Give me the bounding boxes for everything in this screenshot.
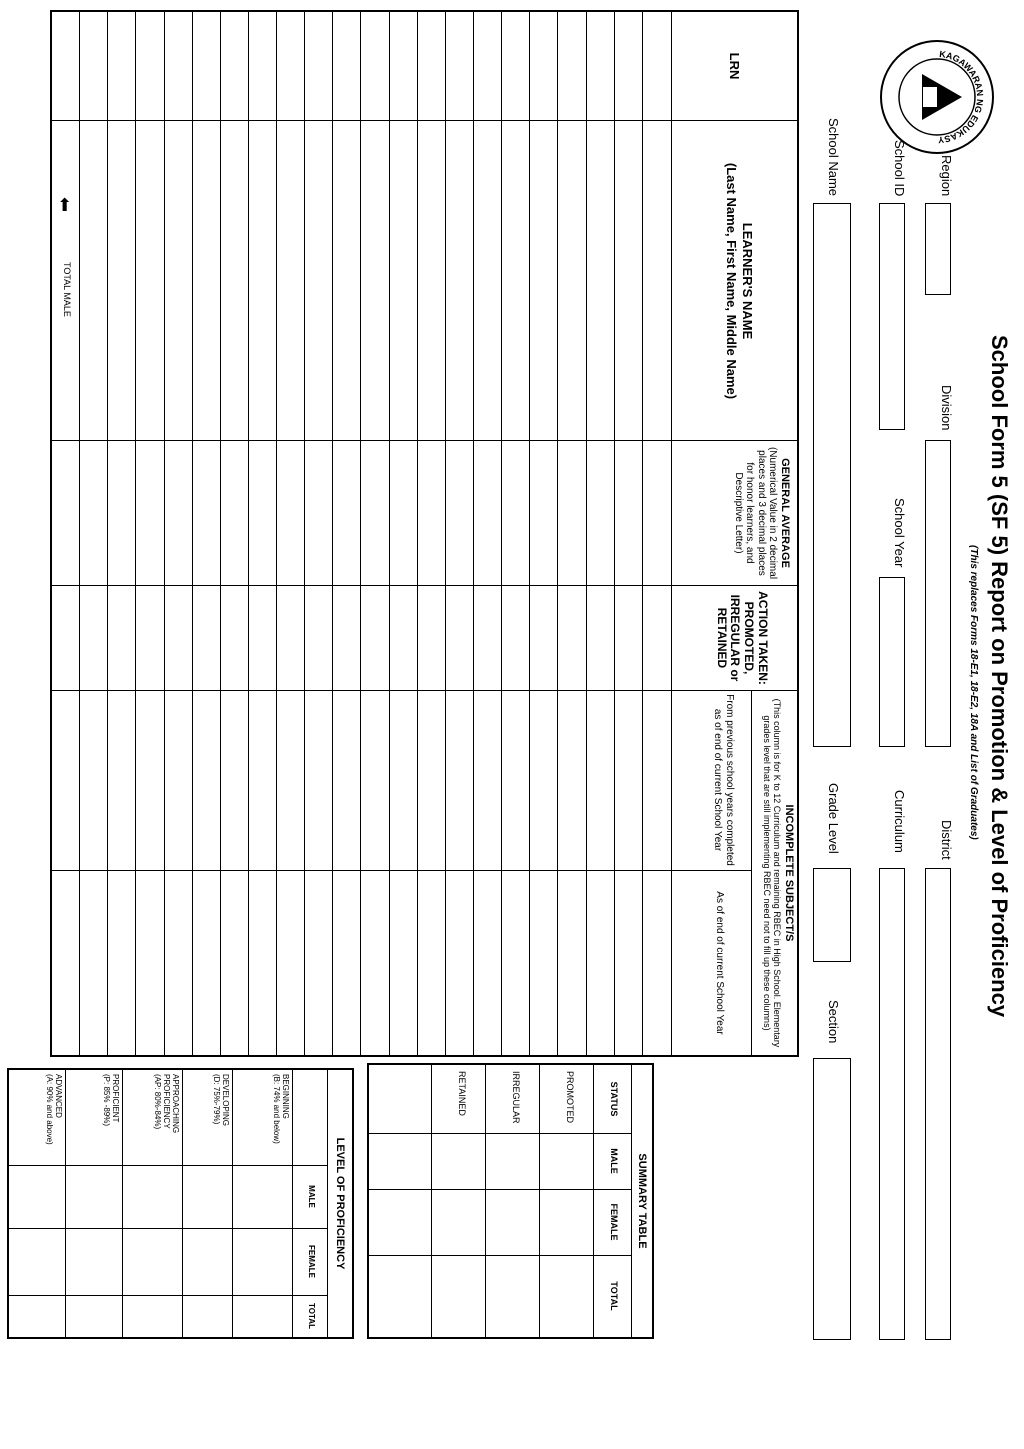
summary-row-line (631, 1065, 632, 1337)
region-field[interactable] (925, 203, 951, 295)
summary-header-cell: FEMALE (609, 1203, 619, 1241)
col-name-header (724, 122, 755, 440)
learners-table (50, 10, 799, 1057)
table-row-line (501, 12, 502, 1055)
proficiency-level-name: APPROACHING PROFICIENCY (162, 1074, 180, 1134)
school-id-field[interactable] (879, 203, 905, 430)
curriculum-field[interactable] (879, 868, 905, 1340)
table-row-line (389, 12, 390, 1055)
col-avg-note: (Numerical Value in 2 decimal places and 3 decimal places for honor learners, and Descriptive Letter) (732, 446, 779, 580)
proficiency-level-cell (44, 1074, 62, 1162)
summary-table (367, 1063, 654, 1339)
col-incomplete-prev-header: From previous school years completed as of end of current School Year (712, 694, 735, 866)
proficiency-title: LEVEL OF PROFICIENCY (334, 1137, 346, 1270)
table-row-line (164, 12, 165, 1055)
summary-row-line (368, 1065, 369, 1337)
summary-col-line (369, 1133, 632, 1134)
proficiency-row-line (327, 1070, 328, 1337)
division-field[interactable] (925, 440, 951, 747)
division-label: Division (939, 385, 954, 431)
summary-header-cell: STATUS (609, 1081, 619, 1117)
summary-header-cell: TOTAL (609, 1281, 619, 1311)
table-row-line (276, 12, 277, 1055)
table-row-line (220, 12, 221, 1055)
form-subtitle: (This replaces Forms 18-E1, 18-E2, 18A and List of Graduates) (968, 545, 979, 840)
proficiency-level-range: (B: 74% and below) (272, 1074, 282, 1144)
section-field[interactable] (813, 1058, 851, 1340)
table-row-line (332, 12, 333, 1055)
table-row-line (107, 12, 108, 1055)
col-action-header: ACTION TAKEN: PROMOTED, IRREGULAR or RETAINED (714, 591, 770, 685)
col-incomplete-title: INCOMPLETE SUBJECT/S (783, 804, 795, 942)
table-row-line (445, 12, 446, 1055)
table-row-line (642, 12, 643, 1055)
proficiency-level-name: DEVELOPING (221, 1074, 230, 1127)
proficiency-row-line (8, 1070, 9, 1337)
proficiency-row-line (182, 1070, 183, 1337)
learner-rows (52, 12, 671, 1055)
proficiency-level-name: PROFICIENT (111, 1074, 120, 1123)
table-row-line (529, 12, 530, 1055)
proficiency-level-cell (211, 1074, 229, 1162)
proficiency-level-name: BEGINNING (281, 1074, 290, 1119)
grade-level-field[interactable] (813, 868, 851, 962)
grade-level-label: Grade Level (826, 783, 841, 854)
summary-row-line (485, 1065, 486, 1337)
table-row-line (248, 12, 249, 1055)
proficiency-level-cell (153, 1074, 179, 1162)
proficiency-header-cell: TOTAL (307, 1303, 316, 1329)
proficiency-level-cell (271, 1074, 289, 1162)
total-male-arrow-icon: ⬅ (55, 197, 75, 213)
summary-title: SUMMARY TABLE (636, 1153, 648, 1249)
table-row-line (135, 12, 136, 1055)
col-avg-header (732, 444, 791, 582)
summary-col-line (369, 1255, 632, 1256)
col-incomplete-header (762, 694, 795, 1052)
summary-status-cell: RETAINED (457, 1071, 467, 1116)
col-name-format: (Last Name, First Name, Middle Name) (724, 162, 740, 400)
summary-row-line (539, 1065, 540, 1337)
deped-seal-icon (880, 40, 994, 154)
seal-graphic (882, 42, 992, 152)
summary-col-line (369, 1189, 632, 1190)
district-label: District (939, 820, 954, 860)
table-row-line (586, 12, 587, 1055)
col-avg-title: GENERAL AVERAGE (779, 458, 791, 568)
school-name-field[interactable] (813, 203, 851, 747)
col-name-title: LEARNER'S NAME (740, 222, 755, 340)
total-male-label: TOTAL MALE (62, 262, 72, 317)
district-field[interactable] (925, 868, 951, 1340)
svg-text:KAGAWARAN NG EDUKASYON: KAGAWARAN NG EDUKASY (937, 48, 986, 146)
proficiency-col-line (9, 1295, 328, 1296)
school-name-label: School Name (826, 118, 841, 197)
summary-status-cell: PROMOTED (565, 1071, 575, 1124)
summary-grid (369, 1065, 632, 1337)
col-incomplete-note: (This column is for K to 12 Curriculum and remaining RBEC in High School. Elementary grades level that are still implementing RBEC need not to fill up these columns) (762, 698, 783, 1048)
proficiency-row-line (122, 1070, 123, 1337)
curriculum-label: Curriculum (892, 790, 907, 853)
table-row-line (79, 12, 80, 1055)
proficiency-row-line (65, 1070, 66, 1337)
region-label: Region (939, 155, 954, 197)
table-row-line (614, 12, 615, 1055)
proficiency-grid (9, 1070, 328, 1337)
summary-header-cell: MALE (609, 1148, 619, 1174)
school-year-field[interactable] (879, 577, 905, 747)
summary-row-line (593, 1065, 594, 1337)
table-row-line (417, 12, 418, 1055)
proficiency-level-range: (AP: 80%-84%) (153, 1074, 163, 1130)
school-id-label: School ID (892, 140, 907, 197)
table-row-line (192, 12, 193, 1055)
table-row-line (557, 12, 558, 1055)
table-row-line (304, 12, 305, 1055)
proficiency-header-cell: FEMALE (307, 1245, 316, 1278)
proficiency-level-cell (101, 1074, 119, 1162)
form-title: School Form 5 (SF 5) Report on Promotion & Level of Proficiency (987, 335, 1012, 1018)
proficiency-level-range: (D: 75%-79%) (212, 1074, 222, 1125)
summary-row-line (431, 1065, 432, 1337)
summary-status-cell: IRREGULAR (511, 1071, 521, 1124)
proficiency-table (7, 1068, 354, 1339)
proficiency-col-line (9, 1165, 328, 1166)
col-incomplete-curr-header: As of end of current School Year (714, 891, 725, 1035)
school-year-label: School Year (892, 498, 907, 568)
proficiency-header-cell: MALE (307, 1185, 316, 1208)
proficiency-level-range: (P: 85% -89%) (102, 1074, 112, 1127)
proficiency-row-line (292, 1070, 293, 1337)
proficiency-row-line (232, 1070, 233, 1337)
section-label: Section (826, 1000, 841, 1044)
proficiency-level-range: (A: 90% and above) (45, 1074, 55, 1145)
col-lrn-header: LRN (727, 52, 742, 80)
proficiency-level-name: ADVANCED (54, 1074, 63, 1118)
proficiency-col-line (9, 1228, 328, 1229)
table-row-line (473, 12, 474, 1055)
table-row-line (361, 12, 362, 1055)
